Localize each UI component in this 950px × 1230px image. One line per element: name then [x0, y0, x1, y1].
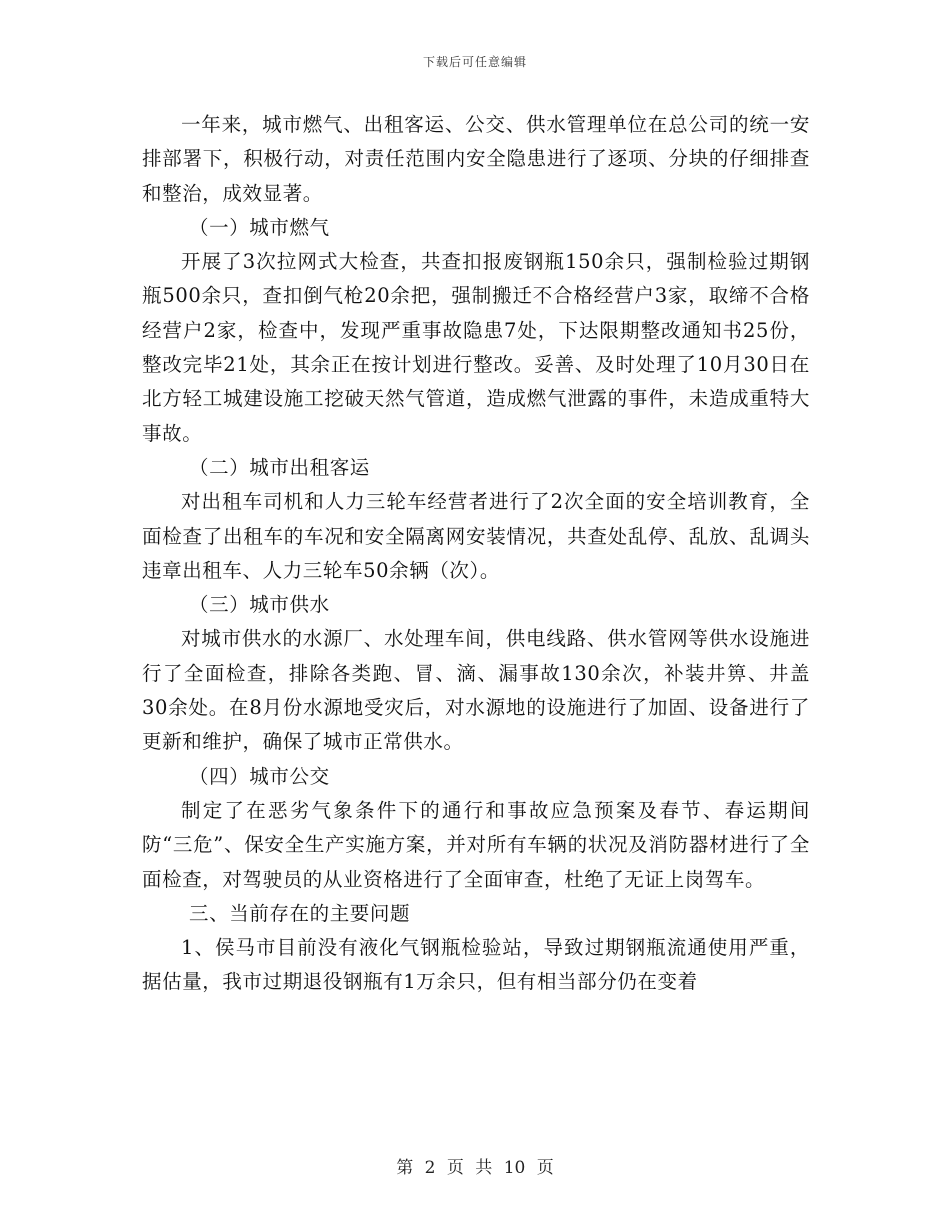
section-heading-gas: （一）城市燃气: [189, 215, 330, 239]
section-heading-taxi: （二）城市出租客运: [189, 455, 370, 479]
paragraph-bus: 制定了在恶劣气象条件下的通行和事故应急预案及春节、春运期间防“三危”、保安全生产实施方案，并对所有车辆的状况及消防器材进行了全面检查，对驾驶员的从业资格进行了全面审查，杜绝了无证上岗驾车。: [142, 798, 810, 891]
page-header: 下载后可任意编辑: [422, 55, 527, 69]
paragraph-water: 对城市供水的水源厂、水处理车间，供电线路、供水管网等供水设施进行了全面检查，排除各类跑、冒、滴、漏事故130余次，补装井箅、井盖30余处。在8月份水源地受灾后，对水源地的设施进行了加固、设备进行了更新和维护，确保了城市正常供水。: [142, 627, 810, 754]
paragraph-intro: 一年来，城市燃气、出租客运、公交、供水管理单位在总公司的统一安排部署下，积极行动，对责任范围内安全隐患进行了逐项、分块的仔细排查和整治，成效显著。: [142, 113, 810, 205]
page-number-footer: 第 2 页 共 10 页: [396, 1158, 554, 1178]
paragraph-gas: 开展了3次拉网式大检查，共查扣报废钢瓶150余只，强制检验过期钢瓶500余只，查扣倒气枪20余把，强制搬迁不合格经营户3家，取缔不合格经营户2家，检查中，发现严重事故隐患7处，下达限期整改通知书25份，整改完毕21处，其余正在按计划进行整改。妥善、及时处理了10月30日在北方轻工城建设施工挖破天然气管道，造成燃气泄露的事件，未造成重特大事故。: [142, 250, 810, 445]
section-heading-bus: （四）城市公交: [189, 764, 330, 788]
document-body: [142, 108, 810, 1000]
paragraph-taxi: 对出租车司机和人力三轮车经营者进行了2次全面的安全培训教育，全面检查了出租车的车况和安全隔离网安装情况，共查处乱停、乱放、乱调头违章出租车、人力三轮车50余辆（次）。: [142, 490, 810, 582]
section-heading-problems: 三、当前存在的主要问题: [189, 901, 411, 925]
section-heading-water: （三）城市供水: [189, 593, 330, 617]
paragraph-problem-1: 1、侯马市目前没有液化气钢瓶检验站，导致过期钢瓶流通使用严重，据估量，我市过期退役钢瓶有1万余只，但有相当部分仍在变着: [142, 936, 810, 994]
